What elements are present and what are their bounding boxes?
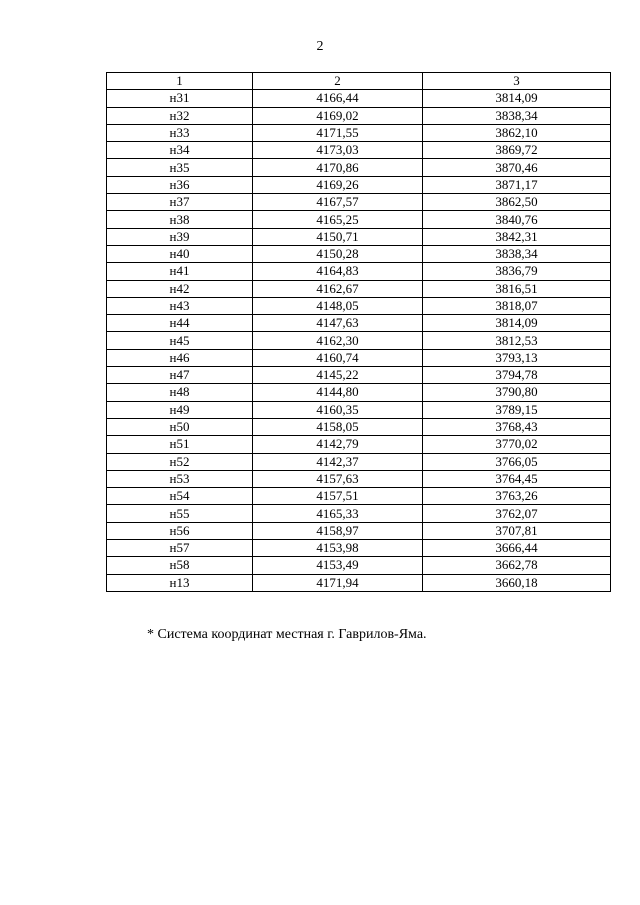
cell-y-coordinate: 3836,79 [423,263,611,280]
cell-point-id: н55 [107,505,253,522]
cell-x-coordinate: 4158,05 [253,418,423,435]
table-row [107,159,611,176]
cell-x-coordinate: 4171,94 [253,574,423,591]
cell-x-coordinate: 4170,86 [253,159,423,176]
cell-y-coordinate: 3838,34 [423,245,611,262]
table-row [107,574,611,591]
cell-point-id: н35 [107,159,253,176]
table-row [107,470,611,487]
footnote: * Система координат местная г. Гаврилов-Яма. [147,627,427,642]
cell-y-coordinate: 3666,44 [423,540,611,557]
cell-point-id: н37 [107,194,253,211]
cell-x-coordinate: 4165,25 [253,211,423,228]
table-row [107,453,611,470]
cell-point-id: н49 [107,401,253,418]
cell-point-id: н45 [107,332,253,349]
cell-y-coordinate: 3862,50 [423,194,611,211]
table-row [107,297,611,314]
cell-y-coordinate: 3871,17 [423,176,611,193]
coordinates-table [106,72,611,592]
cell-x-coordinate: 4171,55 [253,124,423,141]
cell-x-coordinate: 4165,33 [253,505,423,522]
table-row [107,176,611,193]
table-row [107,245,611,262]
table-row [107,124,611,141]
cell-point-id: н50 [107,418,253,435]
table-row [107,436,611,453]
cell-y-coordinate: 3764,45 [423,470,611,487]
cell-point-id: н56 [107,522,253,539]
cell-x-coordinate: 4142,37 [253,453,423,470]
cell-point-id: н38 [107,211,253,228]
cell-point-id: н53 [107,470,253,487]
cell-point-id: н48 [107,384,253,401]
cell-point-id: н36 [107,176,253,193]
cell-x-coordinate: 4142,79 [253,436,423,453]
table-row [107,263,611,280]
cell-x-coordinate: 4153,49 [253,557,423,574]
cell-y-coordinate: 3869,72 [423,142,611,159]
cell-point-id: н58 [107,557,253,574]
cell-x-coordinate: 4158,97 [253,522,423,539]
cell-point-id: н51 [107,436,253,453]
table-row [107,349,611,366]
cell-x-coordinate: 4167,57 [253,194,423,211]
table-row [107,384,611,401]
cell-point-id: н31 [107,90,253,107]
cell-point-id: н52 [107,453,253,470]
cell-x-coordinate: 4160,74 [253,349,423,366]
cell-y-coordinate: 3768,43 [423,418,611,435]
table-row [107,107,611,124]
cell-x-coordinate: 4162,30 [253,332,423,349]
cell-y-coordinate: 3766,05 [423,453,611,470]
cell-y-coordinate: 3793,13 [423,349,611,366]
table-row [107,194,611,211]
cell-y-coordinate: 3838,34 [423,107,611,124]
cell-y-coordinate: 3814,09 [423,90,611,107]
table-row [107,332,611,349]
cell-x-coordinate: 4169,02 [253,107,423,124]
table-row [107,367,611,384]
cell-y-coordinate: 3660,18 [423,574,611,591]
column-header-y: 3 [423,73,611,90]
cell-x-coordinate: 4157,63 [253,470,423,487]
cell-y-coordinate: 3707,81 [423,522,611,539]
cell-x-coordinate: 4148,05 [253,297,423,314]
cell-x-coordinate: 4166,44 [253,90,423,107]
cell-point-id: н33 [107,124,253,141]
cell-point-id: н43 [107,297,253,314]
cell-x-coordinate: 4150,28 [253,245,423,262]
cell-x-coordinate: 4162,67 [253,280,423,297]
cell-point-id: н42 [107,280,253,297]
cell-y-coordinate: 3812,53 [423,332,611,349]
table-row [107,280,611,297]
cell-point-id: н32 [107,107,253,124]
cell-y-coordinate: 3789,15 [423,401,611,418]
cell-x-coordinate: 4150,71 [253,228,423,245]
cell-y-coordinate: 3762,07 [423,505,611,522]
table-row [107,557,611,574]
table-row [107,315,611,332]
cell-y-coordinate: 3662,78 [423,557,611,574]
cell-x-coordinate: 4169,26 [253,176,423,193]
cell-y-coordinate: 3816,51 [423,280,611,297]
table-row [107,488,611,505]
header-row [107,73,611,90]
cell-point-id: н57 [107,540,253,557]
cell-x-coordinate: 4145,22 [253,367,423,384]
cell-y-coordinate: 3794,78 [423,367,611,384]
table-body [107,90,611,592]
table-row [107,505,611,522]
cell-y-coordinate: 3790,80 [423,384,611,401]
cell-point-id: н34 [107,142,253,159]
table-row [107,401,611,418]
column-header-point: 1 [107,73,253,90]
cell-x-coordinate: 4157,51 [253,488,423,505]
column-header-x: 2 [253,73,423,90]
cell-y-coordinate: 3842,31 [423,228,611,245]
cell-x-coordinate: 4160,35 [253,401,423,418]
table-row [107,540,611,557]
table-row [107,90,611,107]
table-row [107,142,611,159]
cell-y-coordinate: 3763,26 [423,488,611,505]
cell-point-id: н54 [107,488,253,505]
cell-y-coordinate: 3814,09 [423,315,611,332]
table-row [107,522,611,539]
cell-y-coordinate: 3870,46 [423,159,611,176]
cell-x-coordinate: 4147,63 [253,315,423,332]
page-number: 2 [316,39,324,54]
table-row [107,418,611,435]
cell-x-coordinate: 4164,83 [253,263,423,280]
cell-point-id: н44 [107,315,253,332]
cell-point-id: н39 [107,228,253,245]
cell-x-coordinate: 4173,03 [253,142,423,159]
table-row [107,228,611,245]
cell-x-coordinate: 4144,80 [253,384,423,401]
table-header [107,73,611,90]
cell-x-coordinate: 4153,98 [253,540,423,557]
cell-point-id: н46 [107,349,253,366]
cell-y-coordinate: 3840,76 [423,211,611,228]
cell-point-id: н13 [107,574,253,591]
cell-point-id: н40 [107,245,253,262]
cell-y-coordinate: 3862,10 [423,124,611,141]
cell-y-coordinate: 3770,02 [423,436,611,453]
cell-point-id: н47 [107,367,253,384]
table-row [107,211,611,228]
cell-point-id: н41 [107,263,253,280]
cell-y-coordinate: 3818,07 [423,297,611,314]
